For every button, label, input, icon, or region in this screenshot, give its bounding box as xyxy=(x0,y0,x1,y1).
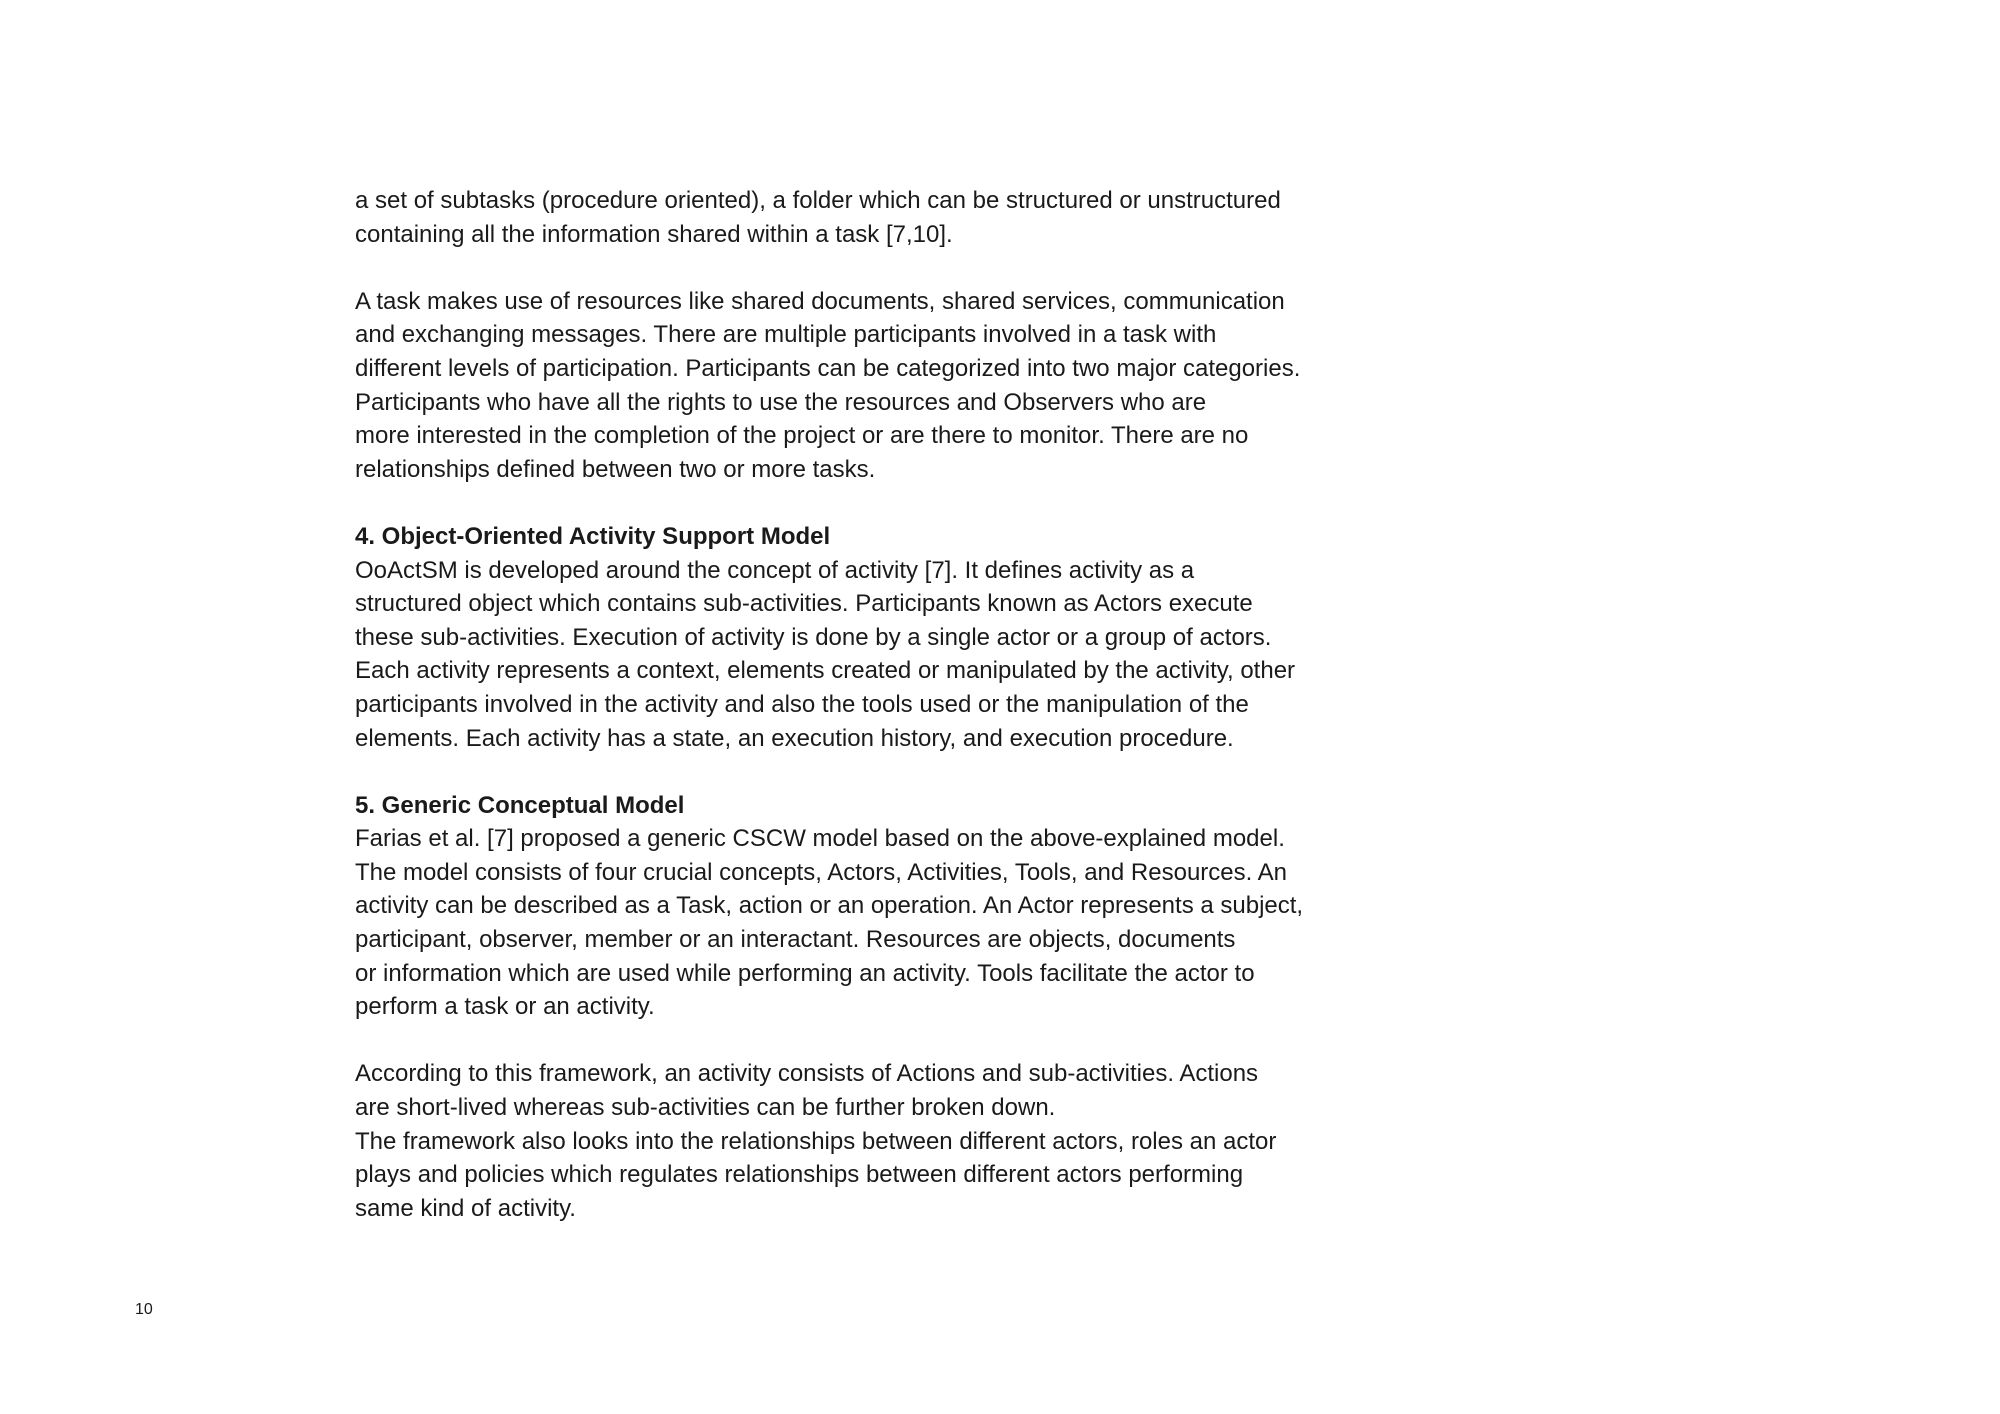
paragraph-1 xyxy=(355,184,1355,251)
text-line: According to this framework, an activity consists of Actions and sub-activities. Actions xyxy=(355,1060,1259,1088)
text-line: The framework also looks into the relationships between different actors, roles an actor xyxy=(355,1127,1277,1155)
text-line: participant, observer, member or an interactant. Resources are objects, documents xyxy=(355,926,1236,954)
text-line: a set of subtasks (procedure oriented), a folder which can be structured or unstructured xyxy=(355,187,1281,214)
text-line: structured object which contains sub-activities. Participants known as Actors execute xyxy=(355,590,1253,618)
text-line: different levels of participation. Participants can be categorized into two major categories. xyxy=(355,354,1301,382)
text-line: same kind of activity. xyxy=(355,1194,576,1222)
paragraph-framework xyxy=(355,1057,1355,1225)
paragraph-2 xyxy=(355,285,1355,487)
text-line: and exchanging messages. There are multiple participants involved in a task with xyxy=(355,321,1217,349)
text-line: more interested in the completion of the project or are there to monitor. There are no xyxy=(355,422,1249,450)
section-heading: 5. Generic Conceptual Model xyxy=(355,791,685,819)
text-line: relationships defined between two or more tasks. xyxy=(355,455,876,483)
text-line: plays and policies which regulates relationships between different actors performing xyxy=(355,1161,1244,1189)
text-line: Farias et al. [7] proposed a generic CSCW model based on the above-explained model. xyxy=(355,825,1285,853)
text-line: OoActSM is developed around the concept of activity [7]. It defines activity as a xyxy=(355,556,1195,584)
section-heading: 4. Object-Oriented Activity Support Model xyxy=(355,522,831,550)
section-4 xyxy=(355,520,1355,755)
page-number: 10 xyxy=(135,1301,153,1318)
text-line: these sub-activities. Execution of activity is done by a single actor or a group of actors. xyxy=(355,623,1272,651)
text-line: perform a task or an activity. xyxy=(355,993,655,1021)
text-line: The model consists of four crucial concepts, Actors, Activities, Tools, and Resources. An xyxy=(355,858,1287,886)
text-line: activity can be described as a Task, action or an operation. An Actor represents a subject, xyxy=(355,892,1304,920)
text-line: are short-lived whereas sub-activities can be further broken down. xyxy=(355,1094,1056,1122)
text-line: elements. Each activity has a state, an execution history, and execution procedure. xyxy=(355,724,1234,752)
text-line: A task makes use of resources like shared documents, shared services, communication xyxy=(355,287,1285,315)
text-line: Each activity represents a context, elements created or manipulated by the activity, other xyxy=(355,657,1296,685)
text-line: containing all the information shared within a task [7,10]. xyxy=(355,220,953,248)
text-line: or information which are used while performing an activity. Tools facilitate the actor to xyxy=(355,959,1255,987)
text-line: Participants who have all the rights to use the resources and Observers who are xyxy=(355,388,1207,416)
body-text xyxy=(355,184,1355,1259)
section-5 xyxy=(355,789,1355,1024)
text-line: participants involved in the activity and also the tools used or the manipulation of the xyxy=(355,690,1249,718)
